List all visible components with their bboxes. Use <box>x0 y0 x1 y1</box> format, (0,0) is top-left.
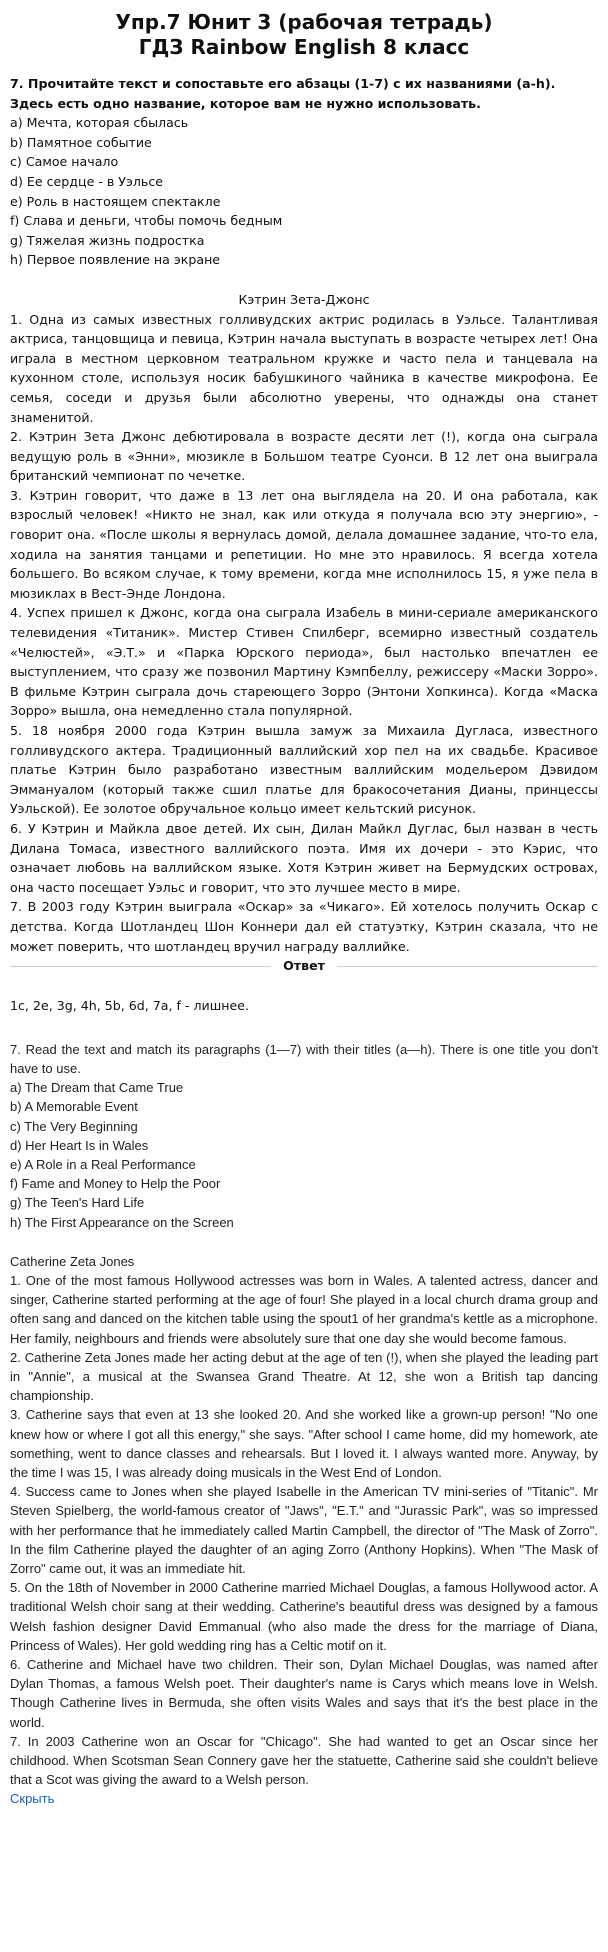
paragraph: 5. On the 18th of November in 2000 Catherine married Michael Douglas, a famous Hollywood actor. A traditional Welsh choir sang at their wedding. Catherine's beautiful dress was designed by a famous Welsh fashion designer David Emmanual (who also made the dress for the marriage of Diana, Princess of Wales). Her gold wedding ring has a Celtic motif on it. <box>10 1580 598 1653</box>
option-item: a) Мечта, которая сбылась <box>10 115 189 131</box>
collapse-link[interactable]: Скрыть <box>10 1791 55 1807</box>
paragraph: 4. Success came to Jones when she played Isabelle in the American TV mini-series of "Titanic". Mr Steven Spielberg, the world-famous creator of "Jaws", "E.T." and "Jurassic Park", was so impressed with her performance that he immediately called Martin Campbell, the director of "The Mask of Zorro". In the film Catherine played the daughter of an aging Zorro (Anthony Hopkins). When "The Mask of Zorro" came out, it was an immediate hit. <box>10 1484 598 1576</box>
divider-line-left <box>10 966 271 967</box>
options-list-ru <box>10 113 598 270</box>
text-body-en <box>10 1271 598 1789</box>
text-body-ru <box>10 310 598 957</box>
option-item: c) Самое начало <box>10 154 119 170</box>
option-item: h) Первое появление на экране <box>10 252 221 268</box>
paragraph: 5. 18 ноября 2000 года Кэтрин вышла замуж за Михаила Дугласа, известного голливудского актера. Традиционный валлийский хор пел на их свадьбе. Красивое платье Кэтрин было разработано известным валлийским модельером Дэвидом Эммануалом (который также сшил платье для бракосочетания Дианы, принцессы Уэльской). Ее золотое обручальное кольцо имеет кельтский рисунок. <box>10 723 598 817</box>
option-item: f) Слава и деньги, чтобы помочь бедным <box>10 213 283 229</box>
divider-line-right <box>337 966 598 967</box>
options-list-en <box>10 1078 598 1232</box>
paragraph: 3. Кэтрин говорит, что даже в 13 лет она выглядела на 20. И она работала, как взрослый человек! «Никто не знал, как или откуда я получала всю эту энергию», - говорит она. «После школы я вернулась домой, делала домашнее задание, что-то ела, ходила на занятия танцами и репетиции. Но мне это нравилось. Я всегда хотела большего. Во всяком случае, к тому времени, когда мне исполнилось 15, я уже пела в мюзиклах в Вест-Энде Лондона. <box>10 487 598 601</box>
paragraph: 6. У Кэтрин и Майкла двое детей. Их сын, Дилан Майкл Дуглас, был назван в честь Дилана Томаса, известного валлийского поэта. Имя их дочери - это Кэрис, что означает любовь на валлийском языке. Хотя Кэтрин живет на Бермудских островах, она часто посещает Уэльс и говорит, что это лучшее место в мире. <box>10 820 598 895</box>
option-item: h) The First Appearance on the Screen <box>10 1214 234 1230</box>
answer-divider <box>10 956 598 976</box>
page-subtitle: ГДЗ Rainbow English 8 класс <box>138 35 470 59</box>
english-section <box>10 1040 598 1809</box>
option-item: d) Ее сердце - в Уэльсе <box>10 173 164 189</box>
option-item: b) A Memorable Event <box>10 1099 138 1115</box>
option-item: e) Роль в настоящем спектакле <box>10 193 221 209</box>
option-item: f) Fame and Money to Help the Poor <box>10 1176 221 1192</box>
paragraph: 4. Успех пришел к Джонс, когда она сыграла Изабель в мини-сериале американского телевидения «Титаник». Мистер Стивен Спилберг, всемирно известный создатель «Челюстей», «Э.Т.» и «Парка Юрского периода», был настолько впечатлен ее выступлением, что сразу же позвонил Мартину Кэмпбеллу, режиссеру «Маски Зорро». В фильме Кэтрин сыграла дочь стареющего Зорро (Энтони Хопкинса). Когда «Маска Зорро» вышла, она немедленно стала популярной. <box>10 605 598 719</box>
paragraph: 2. Catherine Zeta Jones made her acting debut at the age of ten (!), when she played the leading part in "Annie", a musical at the Swansea Grand Theatre. At 12, she won a British tap dancing championship. <box>10 1349 598 1404</box>
option-item: g) Тяжелая жизнь подростка <box>10 232 205 248</box>
option-item: b) Памятное событие <box>10 134 152 150</box>
task-instruction-en: 7. Read the text and match its paragraphs (1—7) with their titles (a—h). There is one title you don't have to use. <box>10 1041 598 1076</box>
paragraph: 1. One of the most famous Hollywood actresses was born in Wales. A talented actress, dancer and singer, Catherine started performing at the age of four! She played in a local church drama group and often sang and danced on the kitchen table using the spout1 of her grandma's kettle as a microphone. Her family, neighbours and friends were absolutely sure that one day she would become famous. <box>10 1272 598 1346</box>
option-item: g) The Teen's Hard Life <box>10 1195 145 1211</box>
answer-label: Ответ <box>283 958 325 974</box>
text-heading-en: Catherine Zeta Jones <box>10 1253 135 1269</box>
title-block <box>10 10 598 60</box>
paragraph: 7. В 2003 году Кэтрин выиграла «Оскар» за «Чикаго». Ей хотелось получить Оскар с детства. Когда Шотландец Шон Коннери дал ей статуэтку, Кэтрин сказала, что не может поверить, что шотландец вручил награду валлийке. <box>10 899 598 954</box>
option-item: d) Her Heart Is in Wales <box>10 1137 149 1153</box>
page-title: Упр.7 Юнит 3 (рабочая тетрадь) <box>115 10 493 34</box>
paragraph: 7. In 2003 Catherine won an Oscar for "Chicago". She had wanted to get an Oscar since her childhood. When Scotsman Sean Connery gave her the statuette, Catherine said she couldn't believe that a Scot was giving the award to a Welsh person. <box>10 1733 598 1788</box>
option-item: e) A Role in a Real Performance <box>10 1156 196 1172</box>
text-heading-ru: Кэтрин Зета-Джонс <box>238 291 370 307</box>
task-instruction-ru: 7. Прочитайте текст и сопоставьте его абзацы (1-7) с их названиями (a-h). Здесь есть одно название, которое вам не нужно использовать. <box>10 76 556 111</box>
paragraph: 1. Одна из самых известных голливудских актрис родилась в Уэльсе. Талантливая актриса, танцовщица и певица, Кэтрин начала выступать в возрасте четырех лет! Она играла в местном церковном театральном кружке и часто пела и танцевала на кухонном столе, используя носик бабушкиного чайника в качестве микрофона. Ее семья, соседи и друзья были абсолютно уверены, что однажды она станет знаменитой. <box>10 311 598 425</box>
answer-text: 1c, 2e, 3g, 4h, 5b, 6d, 7a, f - лишнее. <box>10 998 249 1014</box>
option-item: c) The Very Beginning <box>10 1118 138 1134</box>
paragraph: 3. Catherine says that even at 13 she looked 20. And she worked like a grown-up person! "No one knew how or where I got all this energy," she says. "After school I came home, did my homework, ate something, went to dance classes and rehearsals. But I loved it. I always wanted more. Anyway, by the time I was 15, I was already doing musicals in the West End of London. <box>10 1407 598 1480</box>
paragraph: 6. Catherine and Michael have two children. Their son, Dylan Michael Douglas, was named after Dylan Thomas, a famous Welsh poet. Their daughter's name is Carys which means love in Welsh. Though Catherine lives in Bermuda, she often visits Wales and says that it's the best place in the world. <box>10 1657 598 1730</box>
paragraph: 2. Кэтрин Зета Джонс дебютировала в возрасте десяти лет (!), когда она сыграла ведущую роль в «Энни», мюзикле в Большом театре Суонси. В 12 лет она выиграла британский чемпионат по чечетке. <box>10 429 598 484</box>
option-item: a) The Dream that Came True <box>10 1080 184 1096</box>
